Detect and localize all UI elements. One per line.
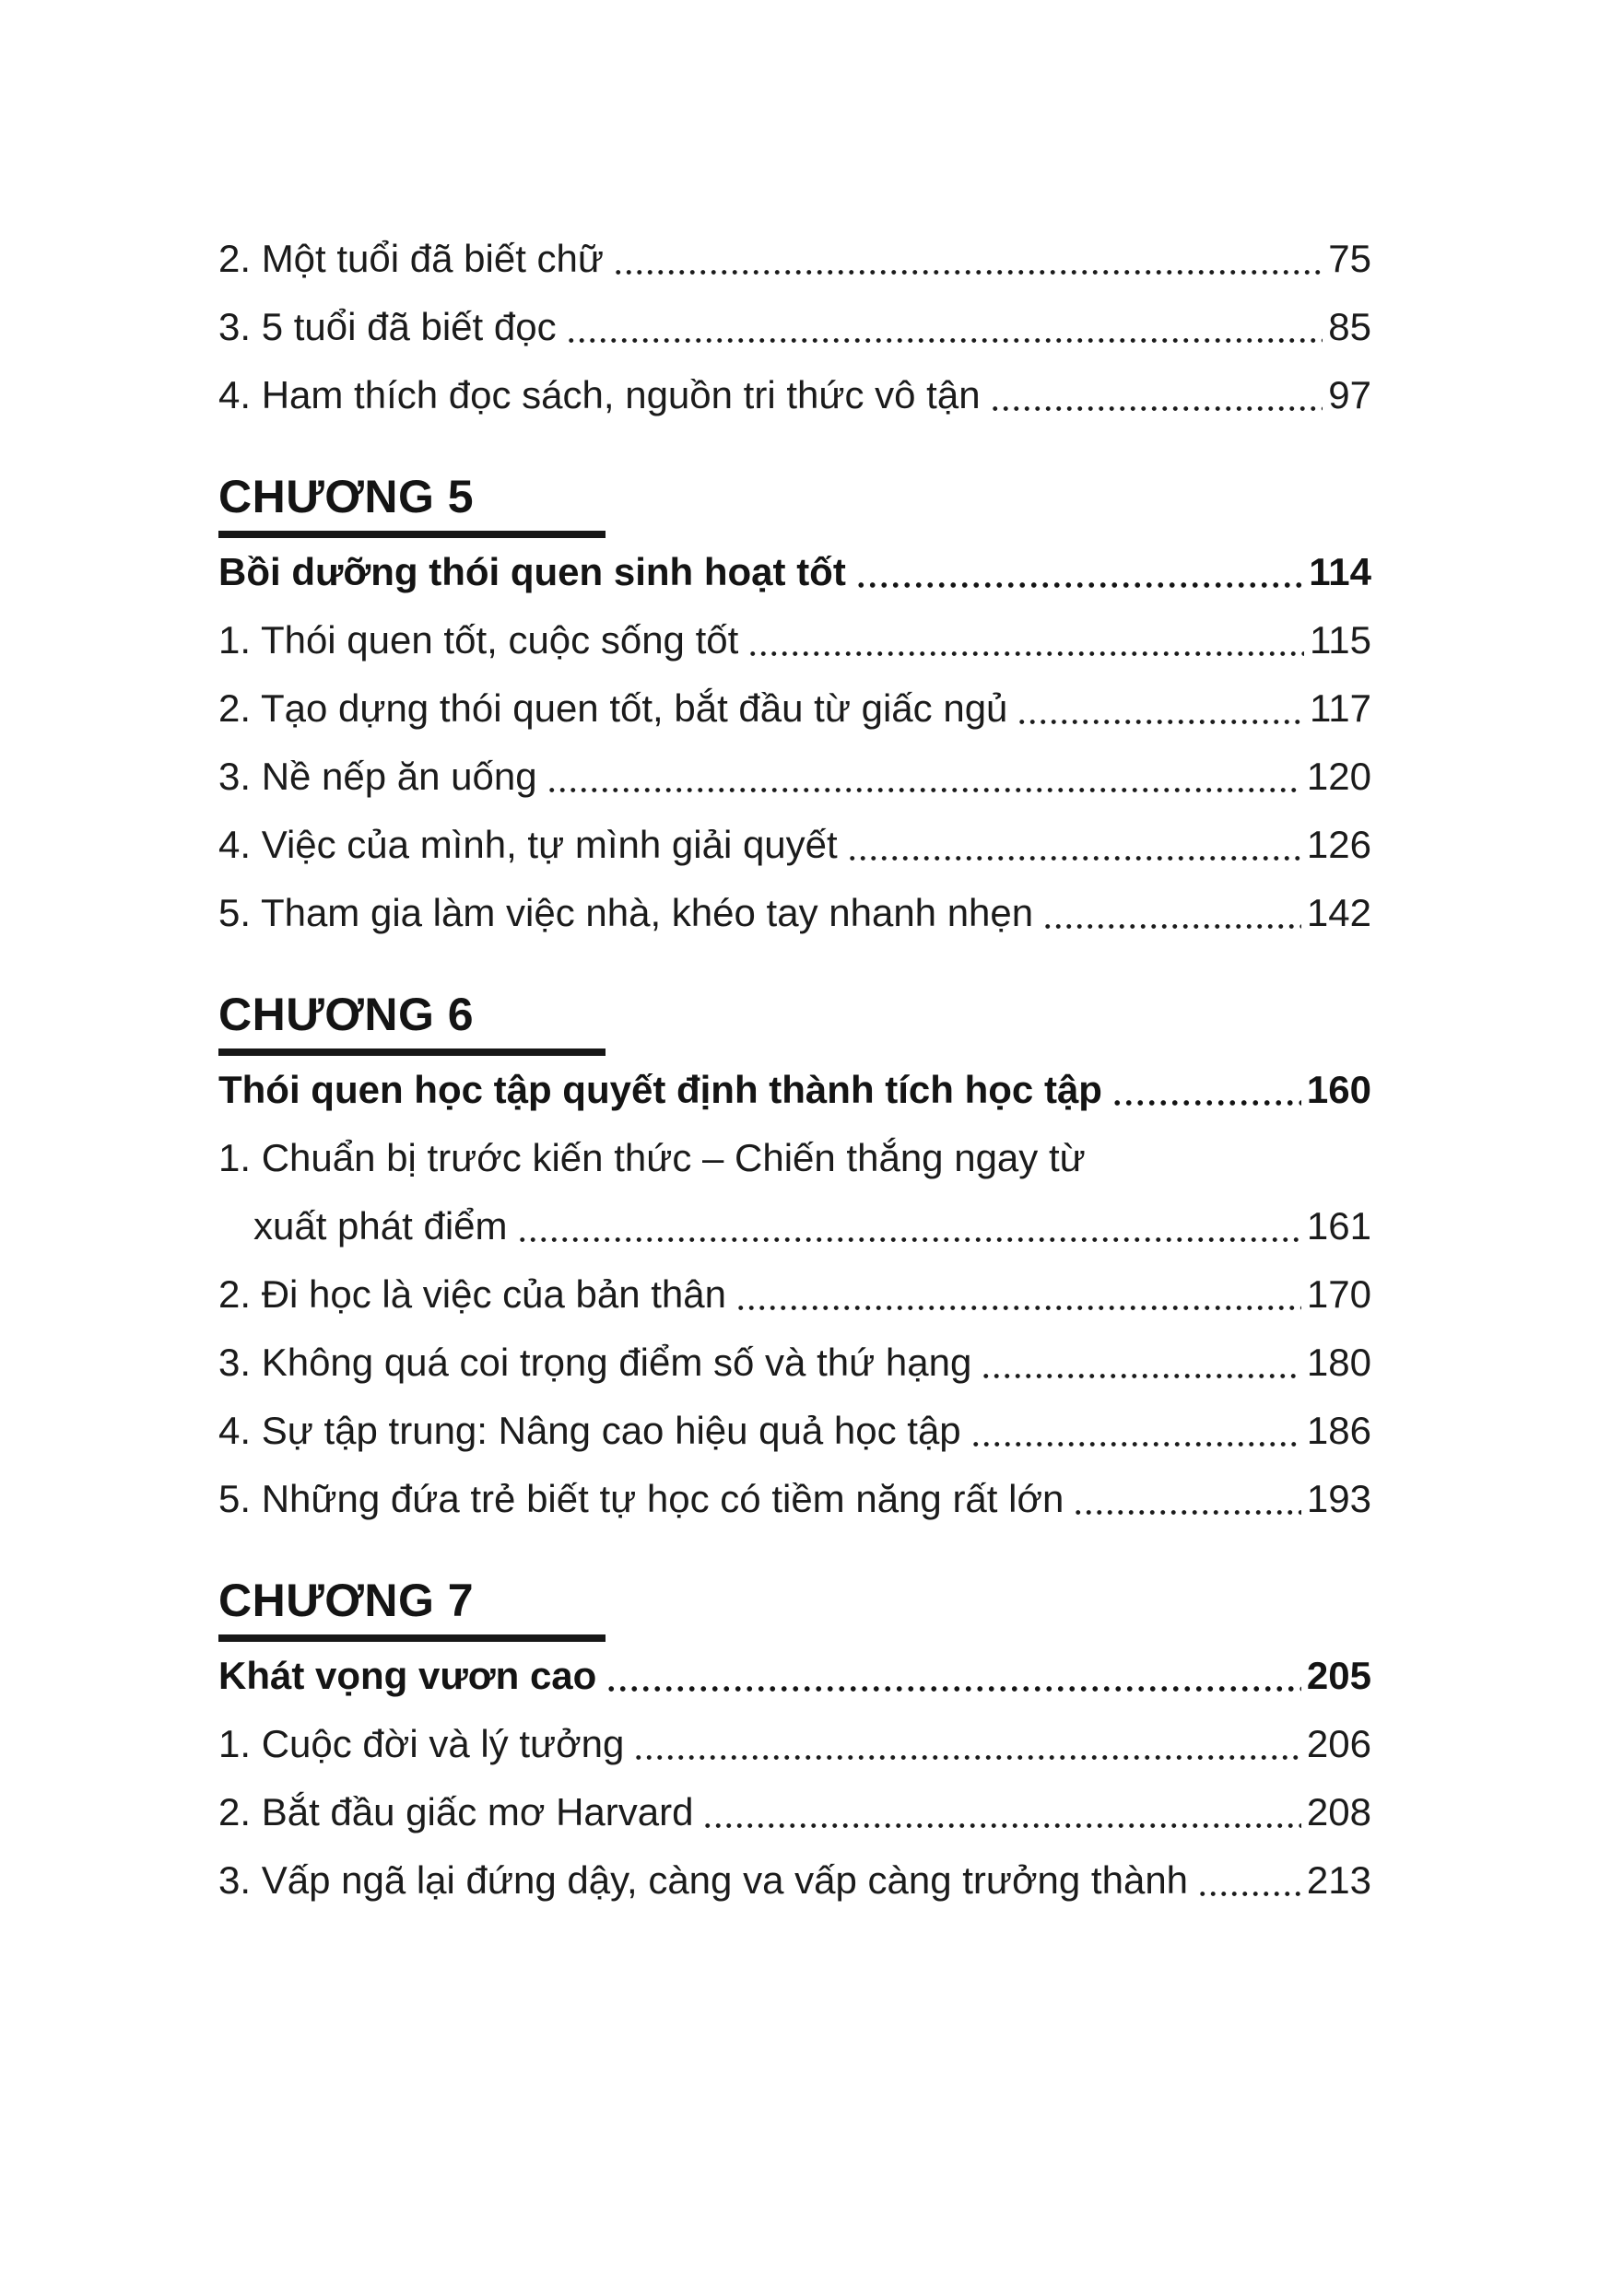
toc-entry	[218, 1465, 1371, 1533]
dot-leader	[1017, 674, 1304, 743]
toc-entry-label: 4. Việc của mình, tự mình giải quyết	[218, 823, 838, 866]
dot-leader	[547, 743, 1301, 811]
toc-page-number: 120	[1306, 755, 1371, 798]
dot-leader	[1111, 1056, 1301, 1124]
chapter-title-label: Thói quen học tập quyết định thành tích học tập	[218, 1068, 1102, 1111]
toc-entry	[218, 1397, 1371, 1465]
toc-entry-label: 3. Không quá coi trọng điểm số và thứ hạng	[218, 1341, 972, 1384]
toc-entry-label: 1. Chuẩn bị trước kiến thức – Chiến thắng ngay từ	[218, 1136, 1086, 1179]
toc-entry	[218, 606, 1371, 674]
chapter-block	[218, 990, 1371, 1533]
chapter-heading: CHƯƠNG 5	[218, 471, 475, 522]
toc-entry	[218, 1846, 1371, 1915]
chapter-block	[218, 472, 1371, 947]
chapter-list	[218, 472, 1371, 1915]
toc-entry	[218, 293, 1371, 361]
toc-entry	[218, 811, 1371, 879]
chapter-heading-underline	[218, 531, 606, 538]
dot-leader	[990, 361, 1323, 429]
toc-entry	[218, 743, 1371, 811]
toc-entry-label: 1. Thói quen tốt, cuộc sống tốt	[218, 618, 739, 662]
toc-entry-label: 3. 5 tuổi đã biết đọc	[218, 305, 557, 348]
chapter-heading-underline	[218, 1634, 606, 1642]
toc-entry-label: 3. Nề nếp ăn uống	[218, 755, 537, 798]
toc-entry	[218, 1260, 1371, 1329]
chapter-title-page-number: 114	[1309, 550, 1371, 593]
chapter-title-entry	[218, 1056, 1371, 1124]
toc-entry-label: 4. Sự tập trung: Nâng cao hiệu quả học tập	[218, 1409, 961, 1452]
dot-leader	[566, 293, 1323, 361]
dot-leader	[735, 1260, 1301, 1329]
toc-entry-label: 5. Tham gia làm việc nhà, khéo tay nhanh nhẹn	[218, 891, 1034, 934]
toc-page-number: 161	[1306, 1204, 1371, 1248]
toc-page-number: 186	[1306, 1409, 1371, 1452]
toc-entry	[218, 879, 1371, 947]
dot-leader	[517, 1192, 1301, 1260]
toc-entry-label: 3. Vấp ngã lại đứng dậy, càng va vấp càng trưởng thành	[218, 1858, 1189, 1902]
dot-leader	[747, 606, 1304, 674]
toc-entry-label: 1. Cuộc đời và lý tưởng	[218, 1722, 625, 1765]
chapter-items	[218, 606, 1371, 947]
toc-entry-label: 2. Một tuổi đã biết chữ	[218, 237, 605, 280]
toc-entry-label: 5. Những đứa trẻ biết tự học có tiềm năng rất lớn	[218, 1477, 1064, 1520]
toc-entry	[218, 1710, 1371, 1778]
toc-entry-label: 2. Bắt đầu giấc mơ Harvard	[218, 1790, 694, 1833]
toc-page-number: 115	[1310, 618, 1371, 662]
toc-entry-label: xuất phát điểm	[253, 1204, 508, 1248]
toc-page-number: 206	[1306, 1722, 1371, 1765]
dot-leader	[633, 1710, 1301, 1778]
toc-entry-label: 2. Tạo dựng thói quen tốt, bắt đầu từ giấc ngủ	[218, 686, 1008, 730]
chapter-heading: CHƯƠNG 7	[218, 1575, 475, 1626]
table-of-contents	[218, 225, 1371, 1915]
dot-leader	[1197, 1846, 1301, 1915]
leading-entries	[218, 225, 1371, 429]
toc-page-number: 170	[1306, 1272, 1371, 1316]
dot-leader	[981, 1329, 1301, 1397]
toc-entry	[218, 1192, 1371, 1260]
toc-page-number: 213	[1306, 1858, 1371, 1902]
dot-leader	[613, 225, 1323, 293]
dot-leader	[1073, 1465, 1301, 1533]
dot-leader	[702, 1778, 1300, 1846]
toc-page-number: 97	[1328, 373, 1371, 416]
chapter-title-label: Bồi dưỡng thói quen sinh hoạt tốt	[218, 550, 846, 593]
toc-entry-first-line	[218, 1124, 1371, 1192]
chapter-title-entry	[218, 538, 1371, 606]
chapter-title-page-number: 160	[1306, 1068, 1371, 1111]
toc-page-number: 75	[1328, 237, 1371, 280]
toc-page-number: 193	[1306, 1477, 1371, 1520]
toc-entry	[218, 361, 1371, 429]
toc-page-number: 180	[1306, 1341, 1371, 1384]
chapter-heading: CHƯƠNG 6	[218, 989, 475, 1040]
toc-page-number: 117	[1310, 686, 1371, 730]
toc-page-number: 142	[1306, 891, 1371, 934]
dot-leader	[855, 538, 1303, 606]
chapter-title-page-number: 205	[1306, 1654, 1371, 1697]
toc-page-number: 208	[1306, 1790, 1371, 1833]
chapter-block	[218, 1576, 1371, 1915]
toc-entry	[218, 1778, 1371, 1846]
dot-leader	[970, 1397, 1301, 1465]
toc-page-number: 126	[1306, 823, 1371, 866]
chapter-items	[218, 1124, 1371, 1533]
toc-entry-label: 4. Ham thích đọc sách, nguồn tri thức vô tận	[218, 373, 981, 416]
chapter-title-label: Khát vọng vươn cao	[218, 1654, 597, 1697]
chapter-heading-underline	[218, 1048, 606, 1056]
dot-leader	[847, 811, 1301, 879]
chapter-title-entry	[218, 1642, 1371, 1710]
chapter-items	[218, 1710, 1371, 1915]
toc-page-number: 85	[1328, 305, 1371, 348]
dot-leader	[1042, 879, 1301, 947]
toc-entry	[218, 1329, 1371, 1397]
toc-entry-label: 2. Đi học là việc của bản thân	[218, 1272, 727, 1316]
toc-entry	[218, 225, 1371, 293]
toc-entry	[218, 674, 1371, 743]
dot-leader	[606, 1642, 1301, 1710]
